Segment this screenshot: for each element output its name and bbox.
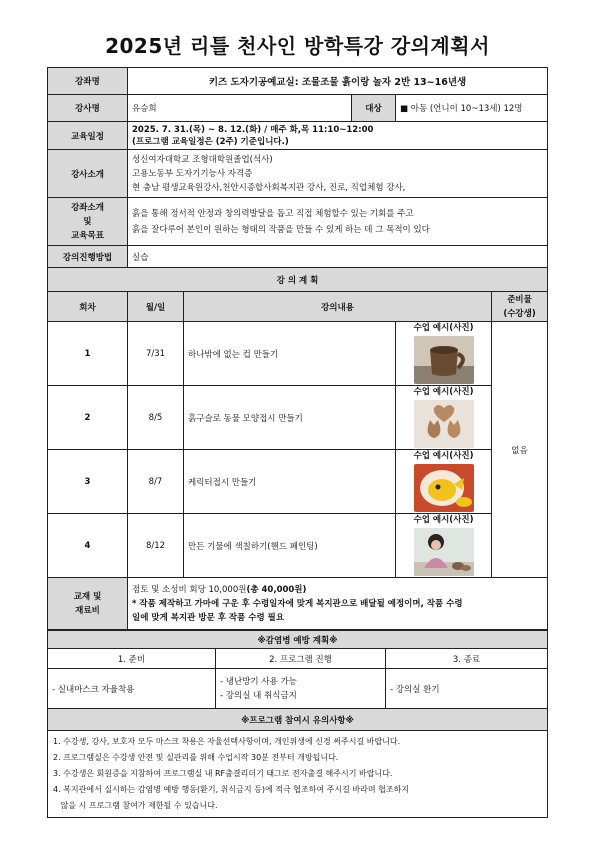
course-label: 강좌명 bbox=[48, 68, 128, 95]
prevention-col-end: 3. 종료 bbox=[386, 649, 548, 669]
table-row bbox=[48, 322, 548, 386]
prevention-header: ※감염병 예방 계획※ bbox=[48, 631, 548, 649]
intro-label: 강사소개 bbox=[48, 150, 128, 198]
session-date: 8/5 bbox=[128, 386, 184, 450]
table-row bbox=[48, 450, 548, 514]
goal-label-2: 및 bbox=[83, 216, 92, 227]
session-content: 하나밖에 없는 컵 만들기 bbox=[184, 322, 396, 386]
notice-line-5: 않을 시 프로그램 참여가 제한될 수 있습니다. bbox=[53, 801, 218, 810]
session-round: 2 bbox=[48, 386, 128, 450]
prevention-col-prepare: 1. 준비 bbox=[48, 649, 216, 669]
col-round: 회차 bbox=[48, 292, 128, 322]
clay-cup-photo-icon bbox=[414, 336, 474, 384]
goal-line-2: 흙을 잘다루어 본인이 원하는 형태의 작품을 만들 수 있게 하는 데 그 목적이 있다 bbox=[132, 224, 430, 235]
goal-value bbox=[128, 198, 548, 246]
session-content: 만든 기물에 색칠하기(핸드 페인팅) bbox=[184, 514, 396, 578]
photo-caption: 수업 예시(사진) bbox=[413, 515, 474, 525]
col-supplies-2: (수강생) bbox=[503, 308, 536, 319]
session-content: 흙구슬로 동물 모양접시 만들기 bbox=[184, 386, 396, 450]
target-value: ■ 아동 (언니이 10~13세) 12명 bbox=[396, 95, 548, 122]
schedule-value bbox=[128, 122, 548, 150]
session-round: 1 bbox=[48, 322, 128, 386]
painting-child-photo-icon bbox=[414, 528, 474, 576]
session-photo-cell bbox=[396, 450, 492, 514]
session-round: 3 bbox=[48, 450, 128, 514]
materials-note-2: 일에 맞게 복지관 방문 후 작품 수령 필요 bbox=[132, 612, 285, 623]
col-supplies-1: 준비물 bbox=[507, 294, 532, 305]
notice-header: ※프로그램 참여시 유의사항※ bbox=[48, 709, 548, 731]
notice-line-1: 1. 수강생, 강사, 보호자 모두 마스크 착용은 자율선택사항이며, 개인위생에 신경 써주시길 바랍니다. bbox=[53, 737, 401, 746]
col-content: 강의내용 bbox=[184, 292, 492, 322]
notice-line-2: 2. 프로그램실은 수강생 안전 및 실관리를 위해 수업시작 30분 전부터 개방됩니다. bbox=[53, 753, 339, 762]
plan-header: 강 의 계 획 bbox=[48, 268, 548, 292]
goal-label-1: 강좌소개 bbox=[71, 202, 104, 213]
goal-label-3: 교육목표 bbox=[71, 230, 104, 241]
session-photo-cell bbox=[396, 514, 492, 578]
target-label: 대상 bbox=[352, 95, 396, 122]
materials-label bbox=[48, 578, 128, 630]
table-row bbox=[48, 514, 548, 578]
session-photo-cell bbox=[396, 386, 492, 450]
prevention-col-progress: 2. 프로그램 진행 bbox=[216, 649, 386, 669]
method-label: 강의진행방법 bbox=[48, 246, 128, 268]
session-date: 7/31 bbox=[128, 322, 184, 386]
animal-plate-photo-icon bbox=[414, 400, 474, 448]
session-round: 4 bbox=[48, 514, 128, 578]
schedule-line-1: 2025. 7. 31.(목) ~ 8. 12.(화) / 매주 화,목 11:10~12:00 bbox=[132, 124, 374, 135]
lecture-plan-table bbox=[47, 67, 548, 630]
col-supplies bbox=[492, 292, 548, 322]
instructor-name: 유승희 bbox=[128, 95, 352, 122]
session-content: 케릭터접시 만들기 bbox=[184, 450, 396, 514]
schedule-line-2: (프로그램 교육일정은 (2주) 기준입니다.) bbox=[132, 136, 289, 147]
session-photo-cell bbox=[396, 322, 492, 386]
notice-line-3: 3. 수강생은 회원증을 지참하여 프로그램실 내 RF출결리더기 태그로 전자출결 해주시기 바랍니다. bbox=[53, 769, 393, 778]
course-name: 키즈 도자기공예교실: 조물조물 흙이랑 놀자 2반 13~16년생 bbox=[128, 68, 548, 95]
document-title: 2025년 리틀 천사인 방학특강 강의계획서 bbox=[105, 34, 490, 58]
supplies-value: 없음 bbox=[492, 322, 548, 578]
materials-value bbox=[128, 578, 548, 630]
materials-label-1: 교재 및 bbox=[73, 591, 102, 602]
notice-body bbox=[48, 731, 548, 818]
intro-line-3: 현 충남 평생교육원강사,천안시종합사회복지관 강사, 진로, 직업체험 강사, bbox=[132, 182, 406, 193]
materials-note-1: * 작품 제작하고 가마에 구운 후 수령일자에 맞게 복지관으로 배달될 예정이며, 작품 수령 bbox=[132, 598, 463, 609]
table-row bbox=[48, 386, 548, 450]
character-plate-photo-icon bbox=[414, 464, 474, 512]
intro-value bbox=[128, 150, 548, 198]
prevention-table bbox=[47, 630, 548, 818]
prevention-progress-2: - 강의실 내 취식금지 bbox=[220, 690, 297, 701]
method-value: 실습 bbox=[128, 246, 548, 268]
col-date: 월/일 bbox=[128, 292, 184, 322]
prevention-progress-1: - 냉난방기 사용 가능 bbox=[220, 676, 297, 687]
materials-fee-total: (총 40,000원) bbox=[246, 584, 307, 595]
session-date: 8/12 bbox=[128, 514, 184, 578]
goal-label bbox=[48, 198, 128, 246]
intro-line-1: 성신여자대학교 조형대학원졸업(석사) bbox=[132, 154, 273, 165]
notice-line-4: 4. 복지관에서 실시하는 감염병 예방 행동(환기, 취식금지 등)에 적극 협조하여 주시길 바라며 협조하지 bbox=[53, 785, 410, 794]
photo-caption: 수업 예시(사진) bbox=[413, 387, 474, 397]
prevention-progress bbox=[216, 669, 386, 709]
intro-line-2: 고용노동부 도자기기능사 자격증 bbox=[132, 168, 253, 179]
schedule-label: 교육일정 bbox=[48, 122, 128, 150]
goal-line-1: 흙을 통해 정서적 안정과 창의력발달을 돕고 직접 체험할수 있는 기회를 주고 bbox=[132, 208, 414, 219]
photo-caption: 수업 예시(사진) bbox=[413, 451, 474, 461]
prevention-end: - 강의실 환기 bbox=[386, 669, 548, 709]
materials-label-2: 재료비 bbox=[75, 605, 100, 616]
session-date: 8/7 bbox=[128, 450, 184, 514]
materials-fee: 점토 및 소성비 회당 10,000원 bbox=[132, 584, 247, 595]
photo-caption: 수업 예시(사진) bbox=[413, 323, 474, 333]
instructor-label: 강사명 bbox=[48, 95, 128, 122]
prevention-prepare: - 실내마스크 자율착용 bbox=[48, 669, 216, 709]
